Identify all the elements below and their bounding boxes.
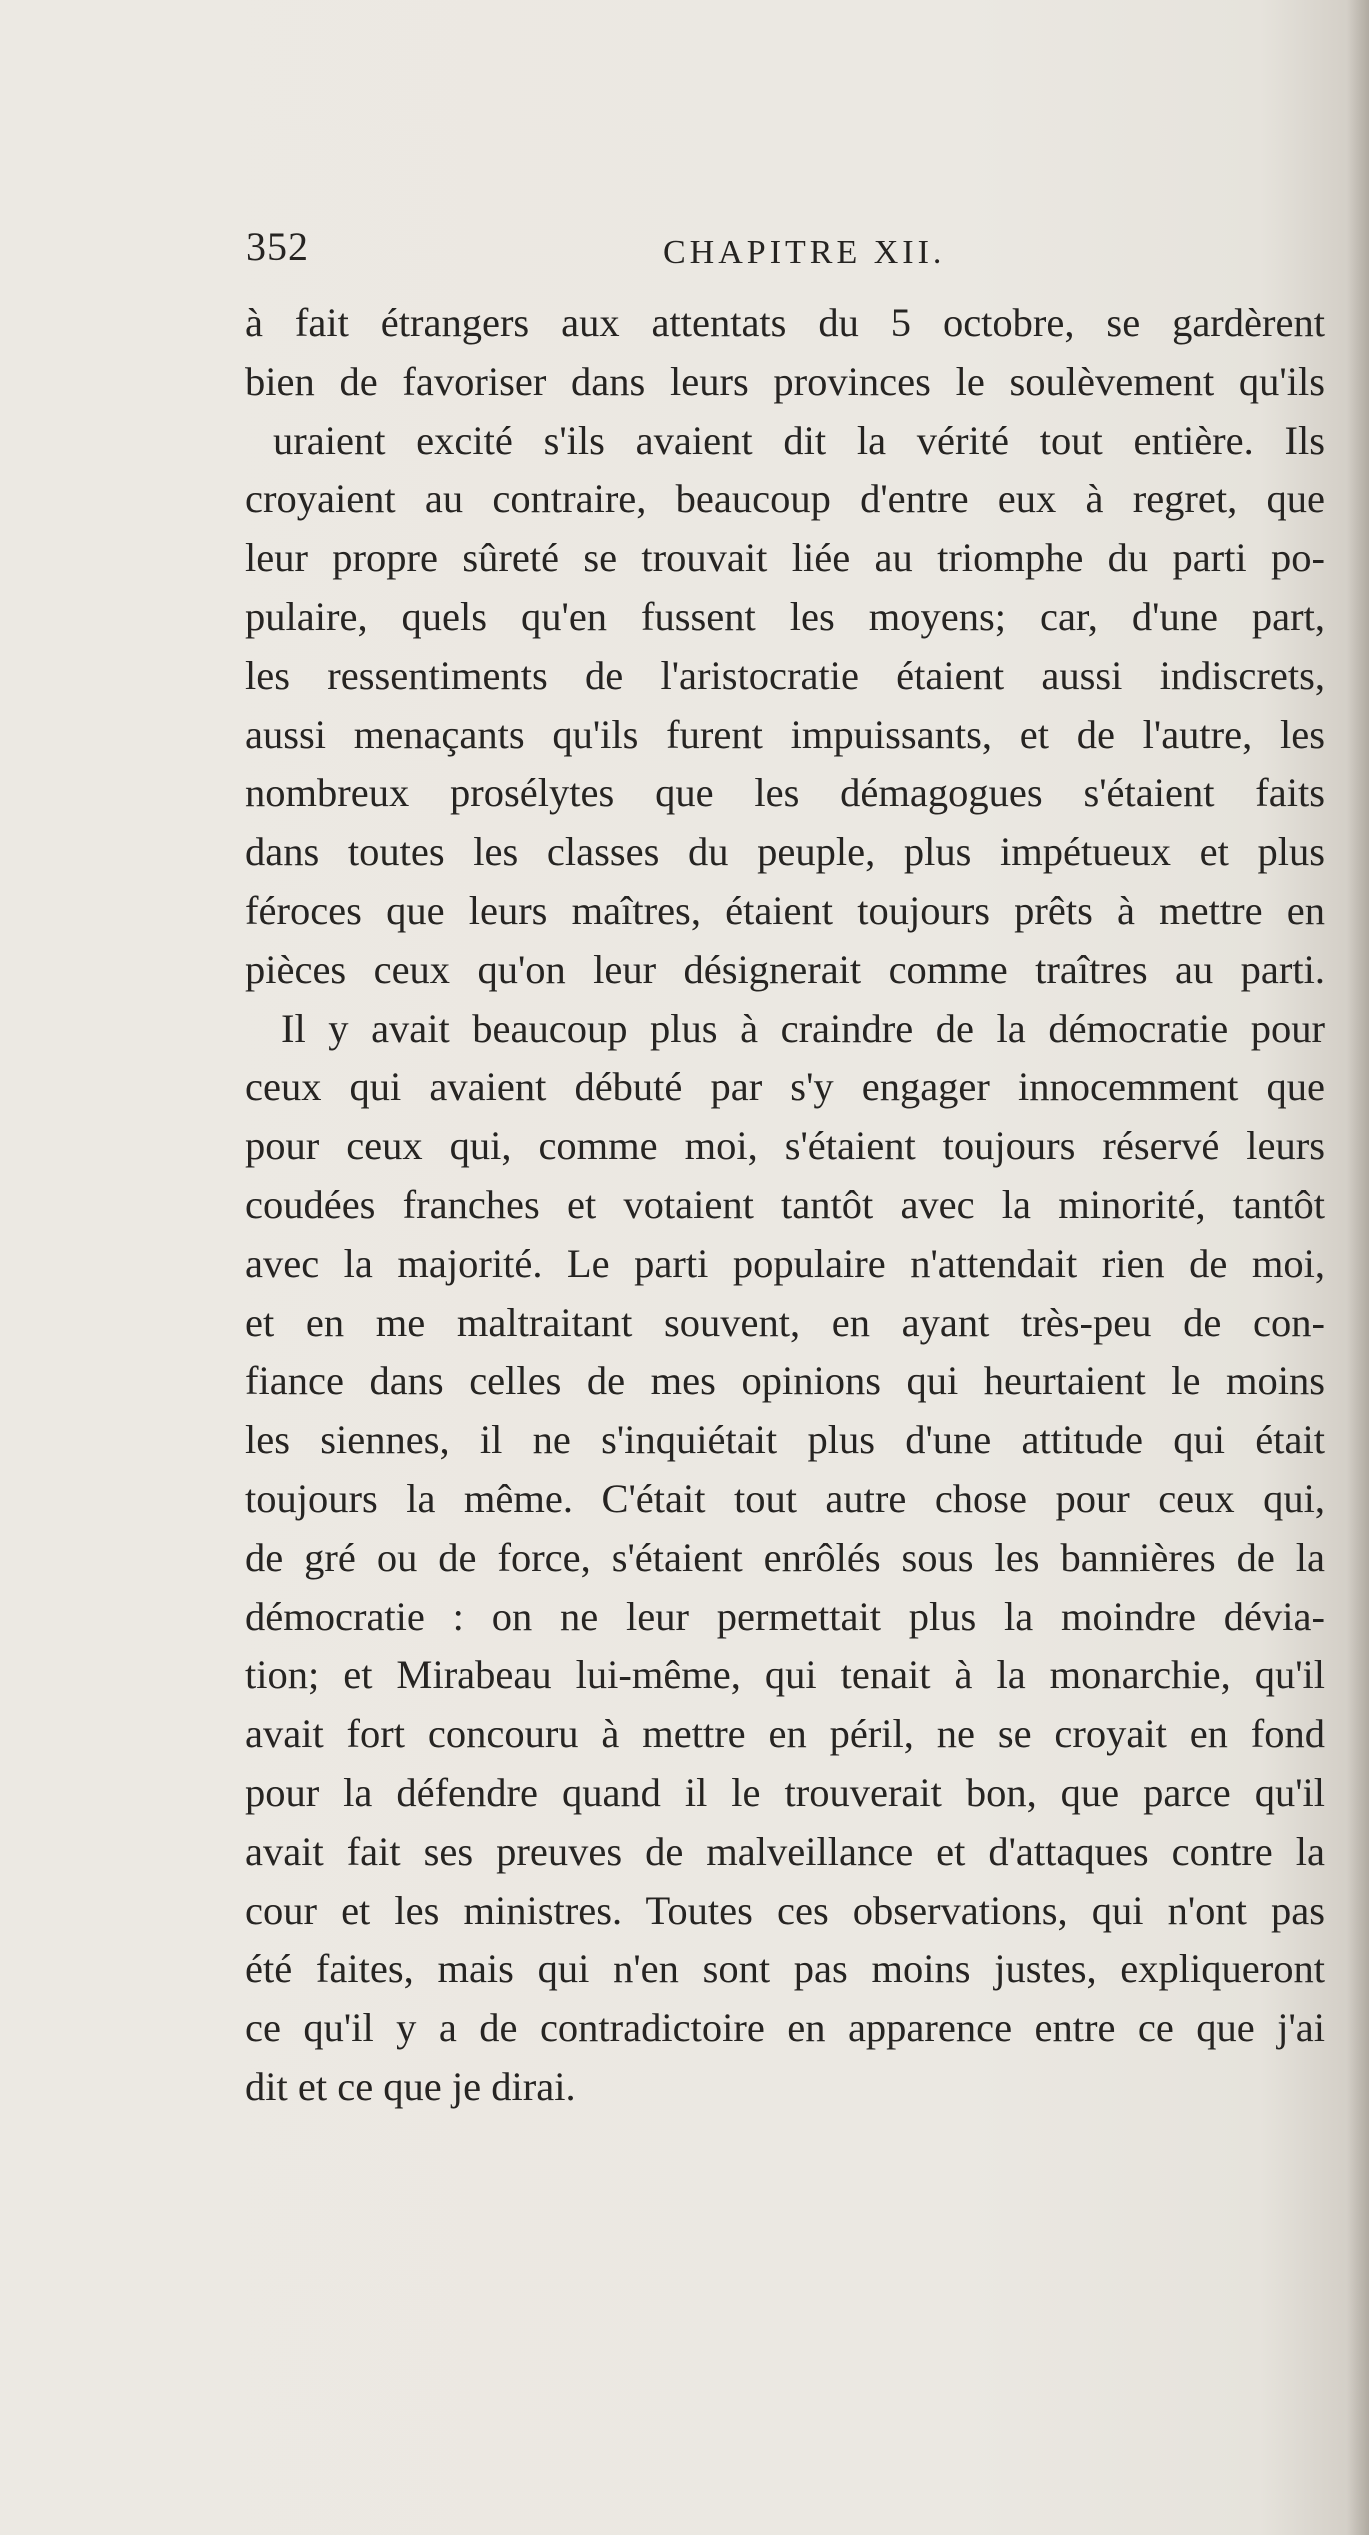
text-line: à fait étrangers aux attentats du 5 octobre, se gardèrent — [245, 300, 1325, 345]
running-head — [238, 222, 978, 282]
text-line: uraient excité s'ils avaient dit la vérité tout entière. Ils — [273, 417, 1325, 463]
text-line: ceux qui avaient débuté par s'y engager innocemment que — [245, 1064, 1325, 1110]
text-line: toujours la même. C'était tout autre chose pour ceux qui, — [245, 1475, 1325, 1521]
text-line: et en me maltraitant souvent, en ayant très-peu de con- — [245, 1299, 1325, 1345]
text-line: coudées franches et votaient tantôt avec la minorité, tantôt — [245, 1181, 1325, 1227]
text-line: de gré ou de force, s'étaient enrôlés sous les bannières de la — [245, 1534, 1325, 1580]
text-line: pulaire, quels qu'en fussent les moyens; car, d'une part, — [245, 593, 1325, 639]
body-text — [245, 294, 1325, 2117]
text-line: été faites, mais qui n'en sont pas moins justes, expliqueront — [245, 1946, 1325, 1992]
text-line: pièces ceux qu'on leur désignerait comme traîtres au parti. — [245, 946, 1325, 992]
text-line: leur propre sûreté se trouvait liée au triomphe du parti po- — [245, 535, 1325, 581]
text-line: croyaient au contraire, beaucoup d'entre eux à regret, que — [245, 476, 1325, 522]
text-line: fiance dans celles de mes opinions qui heurtaient le moins — [245, 1358, 1325, 1404]
text-line: Il y avait beaucoup plus à craindre de la démocratie pour — [281, 1005, 1325, 1051]
text-line: pour la défendre quand il le trouverait bon, que parce qu'il — [245, 1769, 1325, 1815]
text-line: tion; et Mirabeau lui-même, qui tenait à la monarchie, qu'il — [245, 1652, 1325, 1698]
chapter-title: CHAPITRE XII. — [663, 234, 946, 271]
text-line: bien de favoriser dans leurs provinces le soulèvement qu'ils — [245, 358, 1325, 404]
text-line: nombreux prosélytes que les démagogues s'étaient faits — [245, 770, 1325, 816]
text-line: dit et ce que je dirai. — [245, 2063, 576, 2109]
text-line: les siennes, il ne s'inquiétait plus d'une attitude qui était — [245, 1417, 1325, 1463]
text-line: aussi menaçants qu'ils furent impuissants, et de l'autre, les — [245, 711, 1325, 757]
page-edge-shadow — [1347, 0, 1369, 2535]
page-number: 352 — [246, 224, 309, 269]
text-line: ce qu'il y a de contradictoire en apparence entre ce que j'ai — [245, 2005, 1325, 2051]
text-line: dans toutes les classes du peuple, plus impétueux et plus — [245, 829, 1325, 875]
text-line: avait fort concouru à mettre en péril, ne se croyait en fond — [245, 1711, 1325, 1757]
text-line: démocratie : on ne leur permettait plus la moindre dévia- — [245, 1593, 1325, 1639]
text-line: pour ceux qui, comme moi, s'étaient toujours réservé leurs — [245, 1123, 1325, 1169]
text-line: féroces que leurs maîtres, étaient toujours prêts à mettre en — [245, 887, 1325, 933]
text-line: avec la majorité. Le parti populaire n'attendait rien de moi, — [245, 1240, 1325, 1286]
text-line: avait fait ses preuves de malveillance et d'attaques contre la — [245, 1828, 1325, 1874]
text-line: les ressentiments de l'aristocratie étaient aussi indiscrets, — [245, 652, 1325, 698]
text-line: cour et les ministres. Toutes ces observations, qui n'ont pas — [245, 1887, 1325, 1933]
